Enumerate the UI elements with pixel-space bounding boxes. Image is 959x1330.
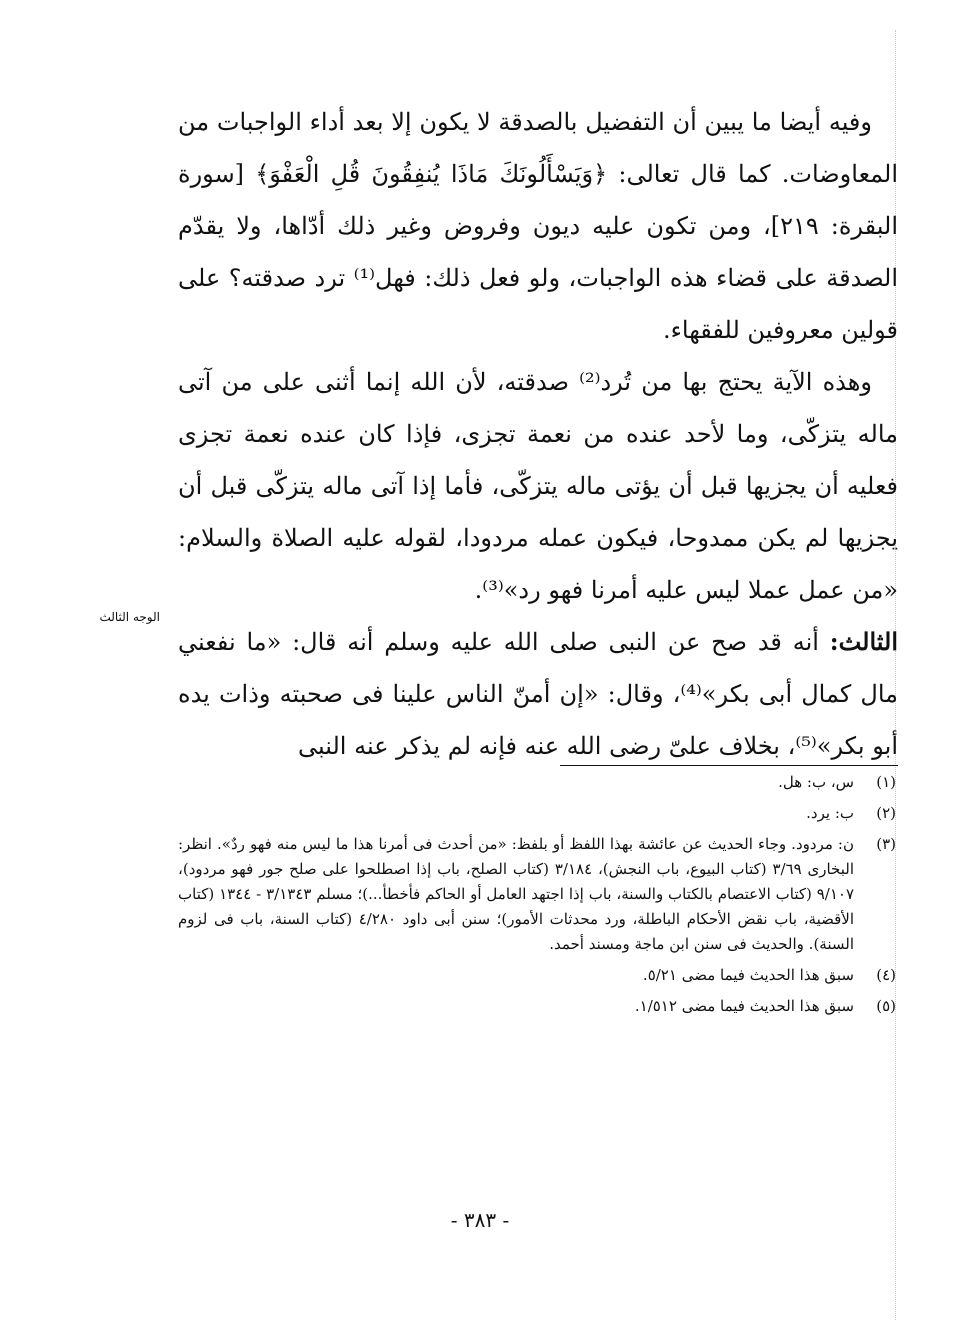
footnote-item	[178, 832, 896, 957]
section-lead-third: الثالث:	[829, 627, 898, 656]
footnote-text: سبق هذا الحديث فيما مضى ١/٥١٢.	[634, 997, 854, 1015]
footnote-item	[178, 801, 896, 826]
footnote-text: ب: يرد.	[806, 804, 854, 822]
paragraph-1: وفيه أيضا ما يبين أن التفضيل بالصدقة لا يكون إلا بعد أداء الواجبات من المعاوضات. كما قال تعالى: ﴿وَيَسْأَلُونَكَ مَاذَا يُنفِقُونَ قُلِ الْعَفْوَ﴾ [سورة البقرة: ٢١٩]، ومن تكون عليه ديون وفروض وغير ذلك أدّاها، ولا يقدّم الصدقة على قضاء هذه الواجبات، ولو فعل ذلك: فهل⁽¹⁾ ترد صدقته؟ على قولين معروفين للفقهاء.	[178, 108, 898, 344]
footnote-separator	[560, 765, 898, 766]
page-number: - ٣٨٣ -	[450, 1208, 510, 1232]
paragraph-3	[178, 616, 898, 772]
margin-note: الوجه الثالث	[99, 610, 160, 624]
footnotes	[178, 770, 896, 1025]
footnote-number: (١)	[876, 773, 896, 791]
footnote-item	[178, 963, 896, 988]
footnote-text: ن: مردود. وجاء الحديث عن عائشة بهذا اللفظ أو بلفظ: «من أحدث فى أمرنا هذا ما ليس منه فهو ردٌ». انظر: البخارى ٣/٦٩ (كتاب البيوع، باب النجش)، ٣/١٨٤ (كتاب الصلح، باب إذا اصطلحوا على صلح جور فهو مردود)، ٩/١٠٧ (كتاب الاعتصام بالكتاب والسنة، باب إذا اجتهد العامل أو الحاكم فأخطأ...)؛ مسلم ٣/١٣٤٣ - ١٣٤٤ (كتاب الأقضية، باب نقض الأحكام الباطلة، ورد محدثات الأمور)؛ سنن أبى داود ٤/٢٨٠ (كتاب السنة، باب فى لزوم السنة). والحديث فى سنن ابن ماجة ومسند أحمد.	[178, 835, 854, 953]
footnote-number: (٥)	[876, 997, 896, 1015]
footnote-number: (٢)	[876, 804, 896, 822]
footnote-text: س، ب: هل.	[778, 773, 854, 791]
footnote-text: سبق هذا الحديث فيما مضى ٥/٢١.	[642, 966, 854, 984]
footnote-item	[178, 770, 896, 795]
main-text-block	[178, 96, 898, 772]
footnote-number: (٣)	[876, 835, 896, 853]
paragraph-2: وهذه الآية يحتج بها من تُرد⁽²⁾ صدقته، لأن الله إنما أثنى على من آتى ماله يتزكّى، وما لأحد عنده من نعمة تجزى، فإذا كان عنده نعمة تجزى فعليه أن يجزيها قبل أن يؤتى ماله يتزكّى، فأما إذا آتى ماله يتزكّى قبل أن يجزيها لم يكن ممدوحا، فيكون عمله مردودا، لقوله عليه الصلاة والسلام: «من عمل عملا ليس عليه أمرنا فهو رد»⁽³⁾.	[178, 368, 898, 604]
paragraph-3-text: أنه قد صح عن النبى صلى الله عليه وسلم أنه قال: «ما نفعني مال كمال أبى بكر»⁽⁴⁾، وقال: «إن أمنّ الناس علينا فى صحبته وذات يده أبو بكر»⁽⁵⁾، بخلاف علىّ رضى الله عنه فإنه لم يذكر عنه النبى	[178, 628, 898, 760]
footnote-number: (٤)	[876, 966, 896, 984]
footnote-item	[178, 994, 896, 1019]
